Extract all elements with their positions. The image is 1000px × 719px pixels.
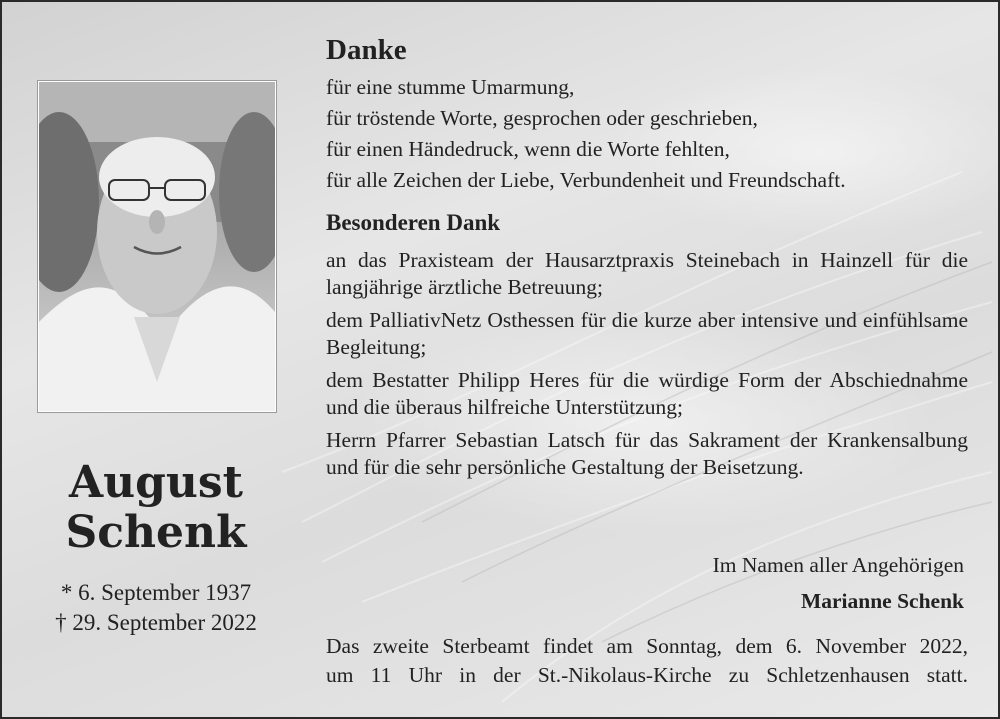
death-date: † 29. September 2022 — [55, 610, 257, 635]
life-dates — [38, 578, 274, 638]
special-thanks-item: dem Bestatter Philipp Heres für die würdige Form der Abschiednahme und die überaus hilfreiche Unterstützung; — [326, 368, 968, 419]
first-name: August — [69, 457, 243, 508]
special-thanks-heading: Besonderen Dank — [326, 210, 501, 235]
thanks-line: für tröstende Worte, gesprochen oder geschrieben, — [326, 106, 758, 130]
special-thanks-list — [326, 247, 968, 487]
birth-date: * 6. September 1937 — [60, 580, 252, 605]
special-thanks-item: Herrn Pfarrer Sebastian Latsch für das Sakrament der Krankensalbung und für die sehr persönliche Gestaltung der Beisetzung. — [326, 428, 968, 479]
signature-block — [713, 547, 964, 619]
special-thanks-item: dem PalliativNetz Osthessen für die kurze aber intensive und einfühlsame Begleitung; — [326, 308, 968, 359]
mass-notice — [326, 632, 968, 690]
thanks-line: für eine stumme Umarmung, — [326, 75, 575, 99]
signature-line: Im Namen aller Angehörigen — [712, 553, 964, 577]
thanks-line: für einen Händedruck, wenn die Worte fehlten, — [326, 137, 730, 161]
notice-line: um 11 Uhr in der St.-Nikolaus-Kirche zu Schletzenhausen statt. — [326, 663, 968, 687]
portrait-photo — [38, 81, 276, 412]
special-thanks-item: an das Praxisteam der Hausarztpraxis Steinebach in Hainzell für die langjährige ärztliche Betreuung; — [326, 248, 968, 299]
signature-name: Marianne Schenk — [800, 589, 964, 613]
last-name: Schenk — [65, 507, 247, 558]
thanks-heading: Danke — [326, 34, 407, 66]
thanks-lines — [326, 72, 968, 196]
thanks-line: für alle Zeichen der Liebe, Verbundenheit und Freundschaft. — [326, 168, 846, 192]
notice-line: Das zweite Sterbeamt findet am Sonntag, dem 6. November 2022, — [326, 634, 968, 658]
deceased-name — [38, 458, 274, 558]
